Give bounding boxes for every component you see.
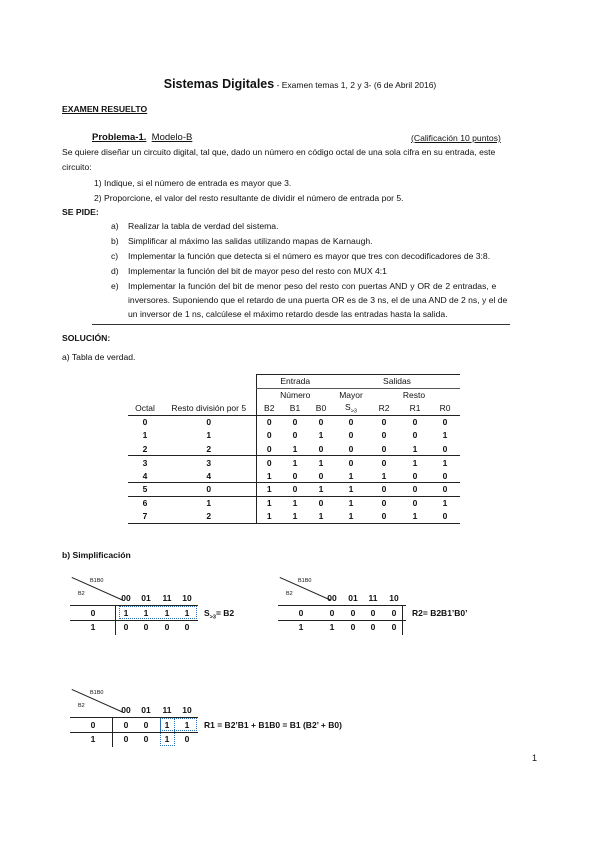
kmap-cell: 0	[164, 622, 170, 632]
table-cell: 1	[282, 442, 308, 456]
kmap-col-header: 00	[121, 593, 131, 603]
kmap-cell: 0	[391, 608, 397, 618]
eq-rest: = B2	[215, 608, 235, 618]
part-b-label: b) Simplificación	[62, 550, 131, 560]
kmap-col-header: 01	[141, 593, 151, 603]
table-cell: 3	[206, 457, 212, 468]
kmap-cell: 0	[329, 608, 335, 618]
kmap-cell: 0	[370, 608, 376, 618]
kmap-row-label: 1	[90, 622, 96, 632]
eq-sub: >3	[209, 614, 216, 621]
requirement-2: 2) Proporcione, el valor del resto resultante de dividir el número de entrada por 5.	[94, 193, 404, 203]
kmap-cell: 0	[391, 622, 397, 632]
table-cell: 0	[334, 442, 368, 456]
table-cell: 1	[400, 510, 430, 524]
sub-resto: Resto	[402, 390, 426, 400]
table-cell: 6	[142, 498, 148, 508]
table-cell: 1	[256, 469, 282, 483]
col-s-label: S	[345, 401, 351, 412]
table-cell	[128, 388, 162, 402]
task-text: Implementar la función que detecta si el número es mayor que tres con decodificadores de 3:8.	[128, 251, 491, 261]
kmap-line	[70, 732, 198, 733]
table-cell: 1	[442, 457, 448, 468]
table-cell: 7	[128, 510, 162, 524]
equation-s3	[204, 608, 234, 621]
table-cell: 1	[256, 483, 282, 497]
task-letter: e)	[111, 281, 119, 291]
table-cell: 0	[308, 442, 334, 456]
kmap-cell: 1	[184, 608, 190, 618]
kmap-col-header: 10	[182, 705, 192, 715]
kmap-var-top: B1B0	[90, 578, 104, 584]
table-cell: 3	[142, 457, 148, 468]
task-letter: b)	[111, 236, 119, 246]
table-cell	[128, 375, 162, 389]
kmap-col-header: 00	[121, 705, 131, 715]
table-cell: 0	[430, 469, 460, 483]
col-b0: B0	[308, 402, 334, 416]
task-text-cont: un inversor de 1 ns, calcúlese el máximo retardo desde las entradas hasta la salida.	[128, 309, 448, 319]
kmap-var-left: B2	[78, 591, 85, 597]
table-cell: 0	[308, 469, 334, 483]
kmap-var-left: B2	[78, 703, 85, 709]
task-letter: a)	[111, 221, 119, 231]
kmap-col-header: 10	[182, 593, 192, 603]
table-cell: 0	[442, 417, 448, 427]
title-main: Sistemas Digitales	[163, 77, 275, 91]
kmap-cell: 1	[164, 734, 170, 744]
problem-heading	[92, 132, 192, 143]
kmap-col-header: 01	[348, 593, 358, 603]
table-cell: 1	[292, 457, 298, 468]
table-cell: 1	[256, 510, 282, 524]
table-cell: 1	[282, 510, 308, 524]
table-row	[128, 510, 460, 524]
table-cell: 0	[318, 498, 324, 508]
table-cell: 1	[292, 498, 298, 508]
col-b1: B1	[282, 402, 308, 416]
table-cell: 1	[400, 442, 430, 456]
table-cell: 0	[400, 469, 430, 483]
kmap-r1	[70, 687, 370, 757]
table-cell: 0	[142, 417, 148, 427]
truth-table	[128, 374, 460, 524]
table-cell: 0	[368, 483, 400, 497]
table-cell: 1	[348, 498, 354, 508]
table-cell: 0	[412, 417, 418, 427]
table-cell: 4	[128, 469, 162, 483]
page-number: 1	[532, 753, 538, 763]
table-cell	[162, 388, 256, 402]
kmap-col-header: 11	[368, 593, 378, 603]
table-cell: 0	[282, 469, 308, 483]
col-r0: R0	[430, 402, 460, 416]
table-row	[128, 496, 460, 510]
col-r1: R1	[400, 402, 430, 416]
task-text: Implementar la función del bit de mayor peso del resto con MUX 4:1	[128, 266, 387, 276]
table-cell: 0	[430, 442, 460, 456]
table-cell: 0	[412, 498, 418, 508]
table-cell: 1	[334, 483, 368, 497]
table-cell: 1	[206, 430, 212, 441]
table-cell: 0	[256, 429, 282, 443]
kmap-col-header: 01	[141, 705, 151, 715]
kmap-var-top: B1B0	[90, 690, 104, 696]
sub-numero: Número	[256, 388, 334, 402]
col-r2: R2	[368, 402, 400, 416]
col-octal: Octal	[128, 402, 162, 416]
kmap-cell: 0	[350, 622, 356, 632]
task-letter: c)	[111, 251, 119, 261]
table-cell: 0	[348, 430, 354, 441]
kmap-col-header: 11	[162, 705, 172, 715]
kmap-cell: 0	[143, 734, 149, 744]
table-cell: 0	[292, 417, 298, 427]
problem-name: Problema-1.	[92, 132, 147, 143]
kmap-r2	[278, 575, 518, 645]
kmap-col-header: 10	[389, 593, 399, 603]
kmap-col-header: 11	[162, 593, 172, 603]
table-cell: 0	[206, 417, 212, 427]
table-cell: 0	[256, 456, 282, 470]
table-row	[128, 429, 460, 443]
kmap-line	[278, 605, 406, 606]
table-cell: 0	[381, 498, 387, 508]
table-cell: 1	[334, 510, 368, 524]
task-text: Implementar la función del bit de menor peso del resto con puertas AND y OR de 2 entradas, e	[128, 281, 497, 291]
group-salidas: Salidas	[334, 375, 460, 389]
table-cell: 0	[430, 483, 460, 497]
table-cell: 1	[206, 498, 212, 508]
col-s	[334, 402, 368, 416]
kmap-cell: 1	[329, 622, 335, 632]
table-cell: 1	[318, 457, 324, 468]
kmap-cell: 0	[123, 734, 129, 744]
table-cell: 0	[368, 510, 400, 524]
kmap-row-label: 0	[90, 608, 96, 618]
kmap-cell: 0	[143, 720, 149, 730]
exam-label: EXAMEN RESUELTO	[62, 104, 148, 114]
table-cell: 1	[308, 510, 334, 524]
eq-main: S	[204, 608, 210, 618]
kmap-row-label: 1	[298, 622, 304, 632]
table-cell: 0	[318, 417, 324, 427]
kmap-row-label: 1	[90, 734, 96, 744]
table-cell: 0	[282, 483, 308, 497]
table-cell: 2	[162, 510, 256, 524]
kmap-cell: 0	[123, 720, 129, 730]
table-cell: 5	[128, 483, 162, 497]
table-row	[128, 456, 460, 470]
table-cell: 2	[128, 442, 162, 456]
equation-r2: R2= B2B1’B0’	[412, 608, 468, 618]
kmap-cell: 0	[350, 608, 356, 618]
table-cell: 0	[256, 442, 282, 456]
table-cell: 1	[412, 457, 418, 468]
table-cell: 0	[348, 417, 354, 427]
table-cell: 1	[308, 483, 334, 497]
kmap-cell: 1	[164, 720, 170, 730]
problem-model: Modelo-B	[151, 132, 193, 143]
col-resto-div: Resto división por 5	[162, 402, 256, 416]
kmap-group	[160, 718, 175, 746]
table-row	[128, 442, 460, 456]
table-cell: 1	[334, 469, 368, 483]
table-cell: 0	[381, 417, 387, 427]
title-date: (6 de Abril 2016)	[373, 80, 437, 90]
table-header-row	[128, 388, 460, 402]
kmap-cell: 1	[184, 720, 190, 730]
table-cell: 1	[318, 430, 324, 441]
table-cell: 0	[348, 457, 354, 468]
table-cell	[162, 375, 256, 389]
table-cell: 0	[292, 430, 298, 441]
part-a-label: a) Tabla de verdad.	[62, 352, 136, 362]
table-row	[128, 469, 460, 483]
table-cell: 0	[430, 510, 460, 524]
table-cell: 4	[162, 469, 256, 483]
task-text: Realizar la tabla de verdad del sistema.	[128, 221, 279, 231]
table-header-row	[128, 375, 460, 389]
table-row	[128, 483, 460, 497]
table-cell: 0	[162, 483, 256, 497]
kmap-var-top: B1B0	[298, 578, 312, 584]
table-cell: 1	[142, 430, 148, 441]
page-title	[0, 77, 600, 91]
task-letter: d)	[111, 266, 119, 276]
se-pide-label: SE PIDE:	[62, 207, 99, 217]
divider	[92, 324, 510, 325]
table-cell: 0	[381, 430, 387, 441]
problem-grade: (Calificación 10 puntos)	[411, 133, 501, 143]
kmap-line	[70, 620, 198, 621]
sub-mayor: Mayor	[339, 390, 363, 400]
kmap-cell: 0	[370, 622, 376, 632]
kmap-cell: 0	[143, 622, 149, 632]
kmap-col-header: 00	[327, 593, 337, 603]
table-cell: 1	[442, 430, 448, 441]
kmap-cell: 0	[184, 622, 190, 632]
table-cell: 2	[162, 442, 256, 456]
intro-line-1: Se quiere diseñar un circuito digital, tal que, dado un número en código octal de una sola cifra en su entrada, este	[62, 147, 496, 157]
kmap-var-left: B2	[286, 591, 293, 597]
task-text: Simplificar al máximo las salidas utilizando mapas de Karnaugh.	[128, 236, 373, 246]
group-entrada: Entrada	[256, 375, 334, 389]
kmap-group	[119, 606, 197, 619]
table-cell: 1	[442, 498, 448, 508]
kmap-line	[278, 620, 406, 621]
equation-r1: R1 = B2’B1 + B1B0 = B1 (B2’ + B0)	[204, 720, 342, 730]
title-rest: - Examen temas 1, 2 y 3-	[274, 80, 374, 90]
table-cell: 0	[381, 457, 387, 468]
kmap-cell: 0	[123, 622, 129, 632]
kmap-cell: 0	[184, 734, 190, 744]
col-b2: B2	[256, 402, 282, 416]
kmap-cell: 1	[123, 608, 129, 618]
task-text-cont: inversores. Suponiendo que el retardo de una puerta OR es de 3 ns, el de una AND de 2 ns, y el de	[128, 295, 508, 305]
kmap-s3	[70, 575, 270, 645]
kmap-row-label: 0	[298, 608, 304, 618]
solution-label: SOLUCIÓN:	[62, 333, 111, 343]
kmap-row-label: 0	[90, 720, 96, 730]
intro-line-2: circuito:	[62, 162, 92, 172]
table-cell: 0	[412, 430, 418, 441]
table-cell: 1	[256, 496, 282, 510]
table-header-row	[128, 402, 460, 416]
table-cell: 0	[368, 442, 400, 456]
table-cell: 0	[400, 483, 430, 497]
kmap-cell: 1	[164, 608, 170, 618]
table-row	[128, 415, 460, 429]
requirement-1: 1) Indique, si el número de entrada es mayor que 3.	[94, 178, 292, 188]
col-s-sub: >3	[350, 408, 357, 415]
table-cell: 1	[368, 469, 400, 483]
kmap-cell: 1	[143, 608, 149, 618]
table-cell: 0	[256, 415, 282, 429]
